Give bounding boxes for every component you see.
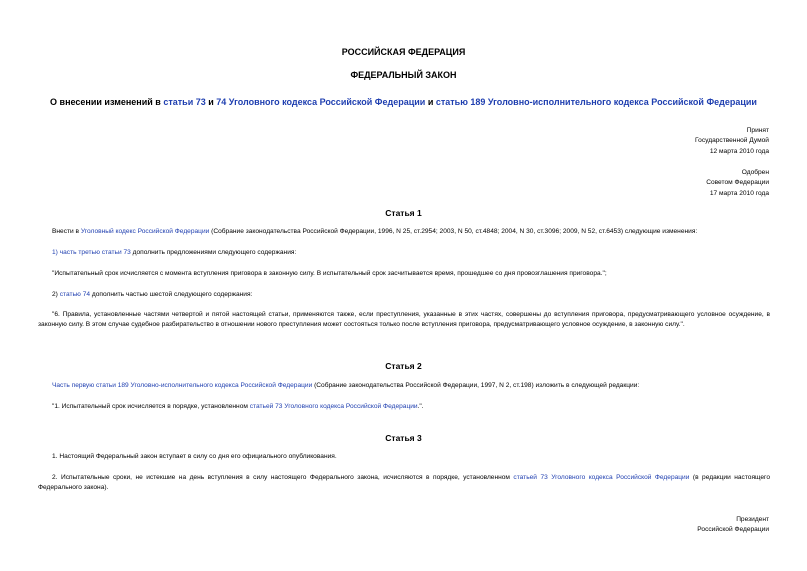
- a1-p4-text-a: 2): [52, 291, 60, 298]
- a1-p2-text: дополнить предложениями следующего содержания:: [130, 249, 297, 256]
- a1-p1-text-b: (Собрание законодательства Российской Федерации, 1996, N 25, ст.2954; 2003, N 50, ст.4848; 2004, N 30, ст.3096; 2009, N 52, ст.6453) следующие изменения:: [209, 228, 698, 235]
- article-1-quote-1: "Испытательный срок исчисляется с момента вступления приговора в законную силу. В испытательный срок засчитывается время, прошедшее со дня провозглашения приговора.";: [52, 270, 607, 277]
- adopted-line2: Государственной Думой: [695, 137, 769, 145]
- article-2-intro: [38, 381, 770, 391]
- a1-p4-text-b: дополнить частью шестой следующего содержания:: [90, 291, 253, 298]
- article-1-item-1: [38, 248, 770, 258]
- a2-p1-link-art189[interactable]: Часть первую статьи 189 Уголовно-исполнительного кодекса Российской Федерации: [52, 382, 313, 389]
- title-text-3: и: [425, 97, 436, 107]
- approved-block: [706, 168, 769, 199]
- article-3-heading: Статья 3: [385, 433, 422, 443]
- law-title: [0, 97, 807, 107]
- approved-line3: 17 марта 2010 года: [709, 189, 769, 197]
- header-doc-type: ФЕДЕРАЛЬНЫЙ ЗАКОН: [350, 70, 457, 80]
- a2-p1-text: (Собрание законодательства Российской Федерации, 1997, N 2, ст.198) изложить в следующей редакции:: [312, 382, 640, 389]
- a2-p2-text-b: .".: [417, 403, 424, 410]
- title-text-2: и: [205, 97, 217, 107]
- a3-p2-link-art73[interactable]: статьей 73 Уголовного кодекса Российской Федерации: [513, 474, 690, 481]
- a1-p4-link-art74[interactable]: статью 74: [59, 291, 91, 298]
- article-2-quote: [38, 402, 770, 412]
- title-link-art189[interactable]: статью 189 Уголовно-исполнительного кодекса Российской Федерации: [435, 97, 757, 107]
- signature-line2: Российской Федерации: [697, 526, 769, 534]
- adopted-line3: 12 марта 2010 года: [709, 147, 769, 155]
- a2-p2-link-art73[interactable]: статьей 73 Уголовного кодекса Российской Федерации: [249, 403, 418, 410]
- article-3-item-1: 1. Настоящий Федеральный закон вступает в силу со дня его официального опубликования.: [52, 453, 337, 460]
- adopted-block: [695, 126, 769, 157]
- article-2-heading: Статья 2: [385, 361, 422, 371]
- title-text-1: О внесении изменений в: [50, 97, 164, 107]
- signature-line1: Президент: [736, 516, 769, 523]
- signature-block: [697, 515, 769, 536]
- article-1-intro: [38, 227, 770, 237]
- article-1-heading: Статья 1: [385, 208, 422, 218]
- a1-p2-link-art73-part3[interactable]: 1) часть третью статьи 73: [52, 249, 131, 256]
- article-1-quote-2: "6. Правила, установленные частями четвертой и пятой настоящей статьи, применяются также, если преступления, указанные в этих частях, совершены до вступления приговора, предусматривающего условное осуждение, в законную силу. В этом случае судебное разбирательство в отношении нового преступления может состояться только после вступления приговора, предусматривающего условное осуждение, в законную силу.".: [38, 311, 770, 329]
- a3-p2-text-b: (в редакции настоящего Федерального закона).: [38, 474, 770, 492]
- approved-line2: Советом Федерации: [706, 179, 769, 187]
- a1-p1-link-criminal-code[interactable]: Уголовный кодекс Российской Федерации: [80, 228, 210, 235]
- approved-line1: Одобрен: [741, 169, 769, 176]
- adopted-line1: Принят: [746, 127, 769, 134]
- a3-p2-text-a: 2. Испытательные сроки, не истекшие на день вступления в силу настоящего Федерального закона, исчисляются в порядке, установленном: [52, 474, 514, 481]
- article-3-item-2: [38, 473, 770, 494]
- a1-p1-text-a: Внести в: [52, 228, 81, 235]
- header-country: РОССИЙСКАЯ ФЕДЕРАЦИЯ: [341, 47, 466, 57]
- a2-p2-text-a: "1. Испытательный срок исчисляется в порядке, установленном: [52, 403, 250, 410]
- title-link-art73[interactable]: статьи 73: [163, 97, 206, 107]
- article-1-item-2: [38, 290, 770, 300]
- title-link-art74[interactable]: 74 Уголовного кодекса Российской Федерации: [216, 97, 426, 107]
